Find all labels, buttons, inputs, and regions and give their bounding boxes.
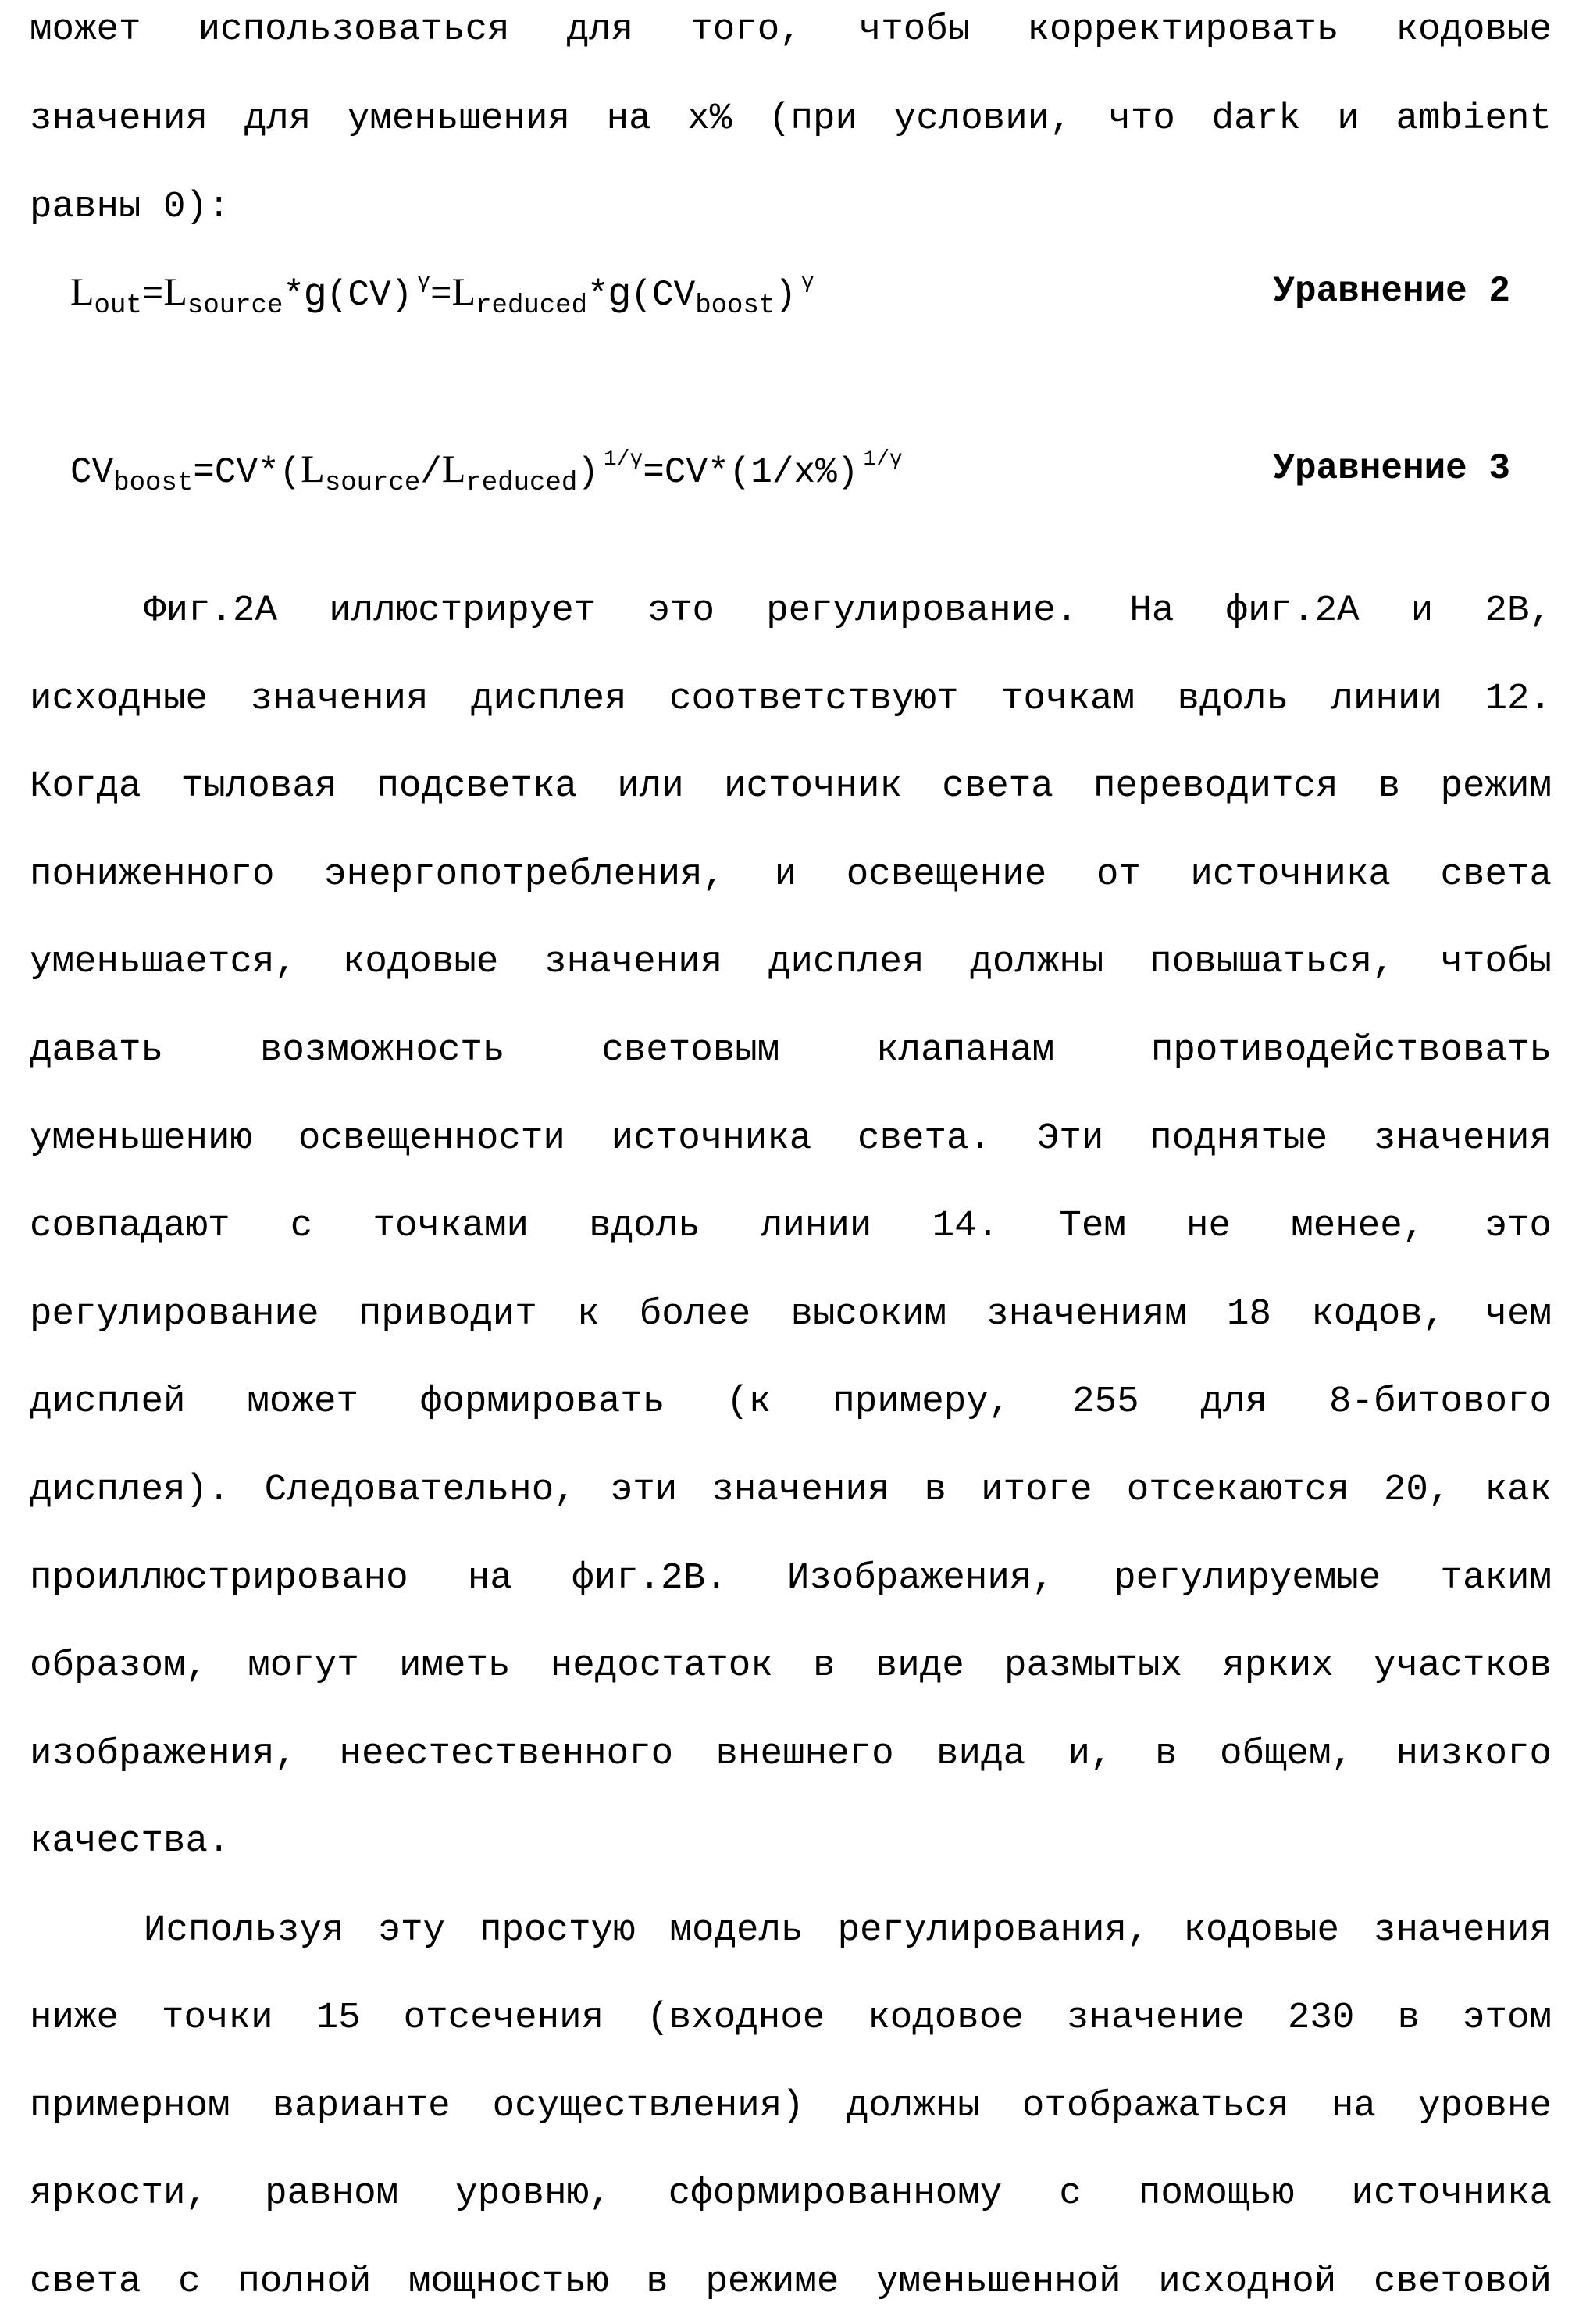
- eq-operator: *: [283, 275, 305, 315]
- paragraph-line: образом, могут иметь недостаток в виде размытых ярких участков: [30, 1645, 1552, 1687]
- paragraph-line: Когда тыловая подсветка или источник света переводится в режим: [30, 765, 1552, 807]
- eq-argument: ): [775, 275, 797, 315]
- paragraph-line: света с полной мощностью в режиме уменьшенной исходной световой: [30, 2261, 1552, 2303]
- eq-function: g: [304, 269, 326, 313]
- eq-operator: *: [586, 275, 609, 315]
- paragraph-line: качества.: [30, 1820, 230, 1862]
- paragraph-line: регулирование приводит к более высоким значениям 18 кодов, чем: [30, 1293, 1552, 1335]
- eq-subscript: reduced: [465, 469, 578, 498]
- eq-operator: =: [141, 275, 164, 315]
- eq-subscript: out: [94, 291, 142, 321]
- paragraph-line: уменьшается, кодовые значения дисплея должны повышаться, чтобы: [30, 941, 1552, 983]
- paragraph-line: дисплея). Следовательно, эти значения в итоге отсекаются 20, как: [30, 1469, 1552, 1511]
- paragraph-line: пониженного энергопотребления, и освещение от источника света: [30, 854, 1552, 896]
- eq-subscript: boost: [695, 291, 775, 321]
- eq-symbol: L: [301, 447, 325, 490]
- paragraph-line: Используя эту простую модель регулирования, кодовые значения: [144, 1909, 1552, 1952]
- intro-line: равны 0):: [30, 186, 230, 228]
- intro-line: может использоваться для того, чтобы корректировать кодовые: [30, 9, 1552, 51]
- eq-operator: =: [430, 275, 452, 315]
- eq-symbol: L: [441, 447, 466, 490]
- equation-3: [70, 441, 903, 496]
- paragraph-line: изображения, неестественного внешнего вида и, в общем, низкого: [30, 1733, 1552, 1775]
- eq-function: g: [608, 269, 631, 313]
- paragraph-line: Фиг.2А иллюстрирует это регулирование. На фиг.2А и 2В,: [144, 590, 1552, 632]
- eq-symbol: CV: [70, 452, 114, 493]
- eq-exponent: 1/γ: [863, 447, 903, 472]
- paragraph-line: яркости, равном уровню, сформированному с помощью источника: [30, 2173, 1552, 2215]
- paragraph-line: примерном варианте осуществления) должны отображаться на уровне: [30, 2085, 1552, 2127]
- eq-symbol: L: [163, 269, 187, 313]
- eq-argument: (CV): [326, 275, 413, 315]
- eq-symbol: L: [70, 269, 94, 313]
- intro-line: значения для уменьшения на x% (при условии, что dark и ambient: [30, 98, 1552, 140]
- equation-label: Уравнение 2: [1273, 271, 1510, 312]
- equation-2: [70, 264, 814, 319]
- paragraph-line: уменьшению освещенности источника света. Эти поднятые значения: [30, 1117, 1552, 1160]
- paragraph-line: исходные значения дисплея соответствуют точкам вдоль линии 12.: [30, 678, 1552, 720]
- paragraph-line: давать возможность световым клапанам противодействовать: [30, 1029, 1552, 1071]
- eq-subscript: source: [187, 291, 283, 321]
- paragraph-line: совпадают с точками вдоль линии 14. Тем не менее, это: [30, 1205, 1552, 1247]
- paragraph-line: дисплей может формировать (к примеру, 255 для 8-битового: [30, 1381, 1552, 1423]
- equation-label: Уравнение 3: [1273, 448, 1510, 489]
- eq-exponent: γ: [417, 270, 430, 294]
- paragraph-line: проиллюстрировано на фиг.2В. Изображения, регулируемые таким: [30, 1557, 1552, 1599]
- paragraph-line: ниже точки 15 отсечения (входное кодовое значение 230 в этом: [30, 1997, 1552, 2039]
- eq-symbol: L: [451, 269, 476, 313]
- eq-operator: =CV*(1/x%): [643, 452, 859, 493]
- eq-subscript: reduced: [476, 291, 587, 321]
- eq-operator: /: [420, 452, 442, 493]
- eq-subscript: boost: [113, 469, 194, 498]
- eq-argument: (CV: [630, 275, 696, 315]
- eq-exponent: γ: [800, 270, 814, 294]
- eq-subscript: source: [324, 469, 421, 498]
- eq-operator: =CV*(: [193, 452, 301, 493]
- eq-exponent: 1/γ: [603, 447, 643, 472]
- eq-operator: ): [577, 452, 599, 493]
